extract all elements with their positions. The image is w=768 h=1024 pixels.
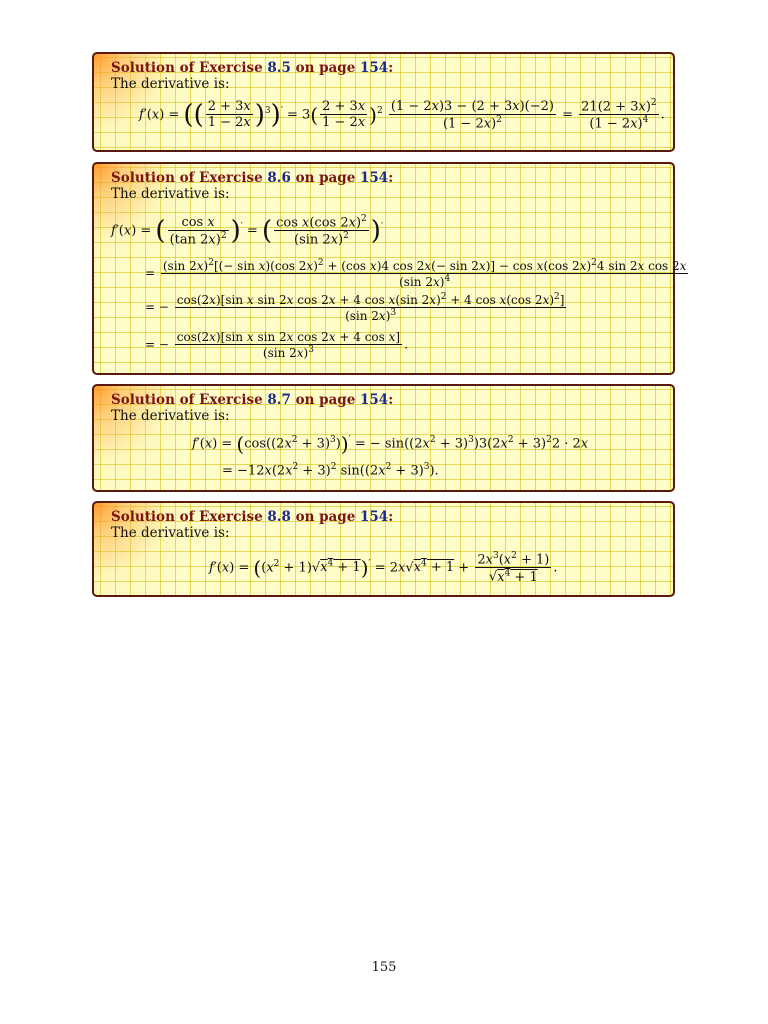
- solution-box-8-8: [92, 501, 675, 597]
- solution-intro: The derivative is:: [111, 186, 230, 202]
- page-link[interactable]: 154: [360, 170, 389, 186]
- derivative-formula: f′(x) = (( $\frac{2 + 3x}{1 - 2x}$ )$^3$)′ = 3( $\frac{2 + 3x}{1 - 2x}$ )$^2$ $\frac{(1 - 2x)3 - (2 + 3x)(-2)}{(1 - 2x)^2}$ = $\frac{21(2 + 3x)^2}{(1 - 2x)^4}$ .: [139, 98, 665, 132]
- solution-intro: The derivative is:: [111, 525, 230, 541]
- derivative-formula-line-2: = $-12x(2x^2 + 3)^2$ $\sin((2x^2 + 3)^3)$.: [222, 462, 439, 479]
- derivative-formula-line-4: = − $\frac{\text{cos(2x)[sin x sin 2x cos 2x + 4 cos x]}}{(\sin 2x)^3}$ .: [145, 330, 408, 360]
- solution-box-8-5: [92, 52, 675, 152]
- derivative-formula-line-2: = (sin 2x)$^2$[(− sin x)(cos 2x)$^2$ + (cos x)4 cos 2x(− sin 2x)] − cos x(cos 2x)$^2$4 sin 2x cos 2x (sin 2x)$^4$: [145, 258, 687, 289]
- solution-title: Solution of Exercise 8.7 on page 154:: [111, 392, 394, 408]
- exercise-link[interactable]: 8.7: [267, 392, 291, 408]
- page-link[interactable]: 154: [360, 60, 389, 76]
- exercise-link[interactable]: 8.6: [267, 170, 291, 186]
- exercise-link[interactable]: 8.8: [267, 509, 291, 525]
- page-number: 155: [371, 960, 397, 975]
- solution-box-8-7: [92, 384, 675, 492]
- page-link[interactable]: 154: [360, 392, 389, 408]
- solution-title: Solution of Exercise 8.5 on page 154:: [111, 60, 394, 76]
- derivative-formula-line-1: $f'(x) = (\cos((2x^2 + 3)^3))'$ = − $\sin((2x^2 + 3)^3)3(2x^2 + 3)^22 \cdot 2x$: [192, 432, 589, 456]
- page-link[interactable]: 154: [360, 509, 389, 525]
- derivative-formula-line-1: f′(x) = ( $\frac{\text{cos x}}{(\tan 2x)^2}$ )′ = ( $\frac{\cos x(\cos 2x)^2}{(\sin 2x)^2}$ )′: [111, 214, 383, 248]
- derivative-formula-line-3: = − cos(2x)[sin x sin 2x cos 2x + 4 cos x(sin 2x)$^2$ + 4 cos x(cos 2x)$^2$] (sin 2x)$^3$: [145, 292, 565, 323]
- solution-intro: The derivative is:: [111, 408, 230, 424]
- solution-title: Solution of Exercise 8.6 on page 154:: [111, 170, 394, 186]
- derivative-formula: $f'(x) = ((x^2 + 1)√x^4 + 1)' = 2x√x^4 + 1$ + $\frac{2x^3(x^2 + 1)}{√x^4 + 1}$ .: [209, 551, 558, 585]
- solution-title: Solution of Exercise 8.8 on page 154:: [111, 509, 394, 525]
- solution-box-8-6: [92, 162, 687, 375]
- solution-intro: The derivative is:: [111, 76, 230, 92]
- exercise-link[interactable]: 8.5: [267, 60, 291, 76]
